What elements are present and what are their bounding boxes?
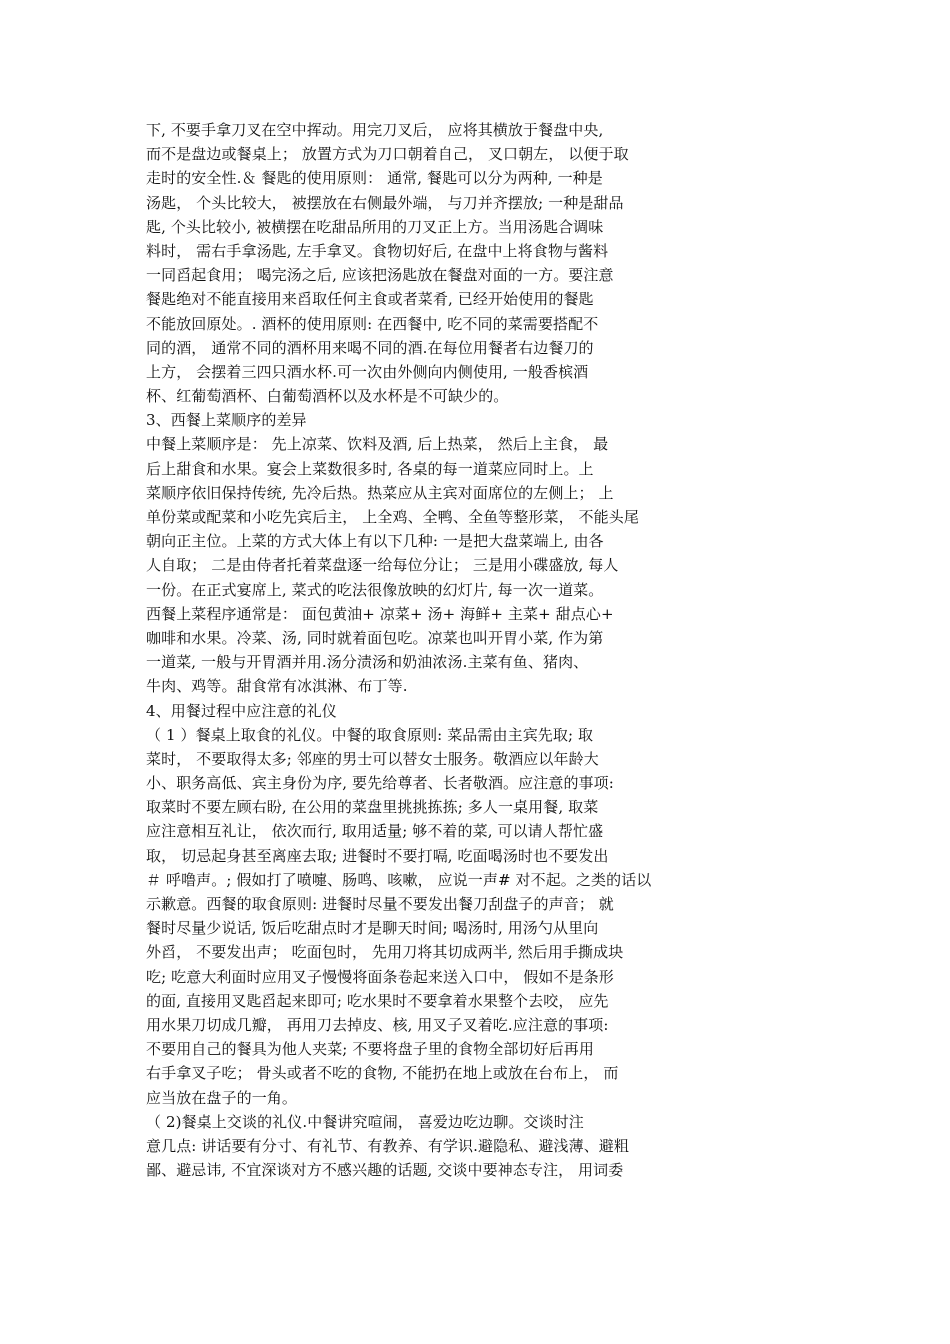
text-line: 不能放回原处。. 酒杯的使用原则: 在西餐中, 吃不同的菜需要搭配不 <box>146 314 599 333</box>
text-line: 取菜时不要左顾右盼, 在公用的菜盘里挑挑拣拣; 多人一桌用餐, 取菜 <box>146 798 599 817</box>
text-line: 取， 切忌起身甚至离座去取; 进餐时不要打嗝, 吃面喝汤时也不要发出 <box>146 846 609 865</box>
text-line: 匙, 个头比较小, 被横摆在吃甜品所用的刀叉正上方。当用汤匙合调味 <box>146 217 604 236</box>
section-heading: 3、西餐上菜顺序的差异 <box>146 411 307 430</box>
text-line: 不要用自己的餐具为他人夹菜; 不要将盘子里的食物全部切好后再用 <box>146 1040 594 1059</box>
text-line: 应注意相互礼让， 依次而行, 取用适量; 够不着的菜, 可以请人帮忙盛 <box>146 822 604 841</box>
text-line: 示歉意。西餐的取食原则: 进餐时尽量不要发出餐刀刮盘子的声音； 就 <box>146 895 614 913</box>
text-line: 中餐上菜顺序是： 先上凉菜、饮料及酒, 后上热菜， 然后上主食， 最 <box>146 435 609 454</box>
text-line: 右手拿叉子吃； 骨头或者不吃的食物, 不能扔在地上或放在台布上， 而 <box>146 1064 619 1083</box>
text-line: 料时， 需右手拿汤匙, 左手拿叉。食物切好后, 在盘中上将食物与酱料 <box>146 241 609 260</box>
text-line: 走时的安全性.＆ 餐匙的使用原则： 通常, 餐匙可以分为两种, 一种是 <box>146 169 603 188</box>
text-line: 朝向正主位。上菜的方式大体上有以下几种: 一是把大盘菜端上, 由各 <box>146 532 604 551</box>
text-line: 菜顺序依旧保持传统, 先冷后热。热菜应从主宾对面席位的左侧上； 上 <box>146 483 614 502</box>
text-line: 的面, 直接用叉匙舀起来即可; 吃水果时不要拿着水果整个去咬， 应先 <box>146 991 609 1010</box>
text-line: 汤匙， 个头比较大， 被摆放在右侧最外端， 与刀并齐摆放; 一种是甜品 <box>146 193 624 212</box>
text-line: 吃; 吃意大利面时应用叉子慢慢将面条卷起来送入口中， 假如不是条形 <box>146 967 614 986</box>
text-line: 鄙、避忌讳, 不宜深谈对方不感兴趣的话题, 交谈中要神态专注， 用词委 <box>146 1161 624 1180</box>
document-body <box>146 118 706 1182</box>
text-line: （ 1 ）餐桌上取食的礼仪。中餐的取食原则: 菜品需由主宾先取; 取 <box>146 725 594 744</box>
text-line: 一同舀起食用； 喝完汤之后, 应该把汤匙放在餐盘对面的一方。要注意 <box>146 266 614 285</box>
text-line: 单份菜或配菜和小吃先宾后主， 上全鸡、全鸭、全鱼等整形菜， 不能头尾 <box>146 508 639 526</box>
text-line: 菜时， 不要取得太多; 邻座的男士可以替女士服务。敬酒应以年龄大 <box>146 749 599 768</box>
text-line: 应当放在盘子的一角。 <box>146 1088 298 1107</box>
text-line: 牛肉、鸡等。甜食常有冰淇淋、布丁等. <box>146 677 408 696</box>
text-line: （ 2)餐桌上交谈的礼仪.中餐讲究喧闹， 喜爱边吃边聊。交谈时注 <box>146 1112 584 1131</box>
text-line: 咖啡和水果。冷菜、汤, 同时就着面包吃。凉菜也叫开胃小菜, 作为第 <box>146 628 604 647</box>
text-line: 用水果刀切成几瓣， 再用刀去掉皮、核, 用叉子叉着吃.应注意的事项: <box>146 1015 609 1034</box>
text-line: 餐时尽量少说话, 饭后吃甜点时才是聊天时间; 喝汤时, 用汤勺从里向 <box>146 919 599 938</box>
text-line: 杯、红葡萄酒杯、白葡萄酒杯以及水杯是不可缺少的。 <box>146 387 509 406</box>
text-line: 外舀， 不要发出声； 吃面包时， 先用刀将其切成两半, 然后用手撕成块 <box>146 943 624 962</box>
text-line: ＃ 呼噜声。; 假如打了喷嚏、肠鸣、咳嗽， 应说一声# 对不起。之类的话以 <box>146 870 652 889</box>
text-line: 小、职务高低、宾主身份为序, 要先给尊者、长者敬酒。应注意的事项: <box>146 774 614 793</box>
text-line: 一道菜, 一般与开胃酒并用.汤分渍汤和奶油浓汤.主菜有鱼、猪肉、 <box>146 653 589 672</box>
text-line: 人自取； 二是由侍者托着菜盘逐一给每位分让； 三是用小碟盛放, 每人 <box>146 556 619 575</box>
section-heading: 4、用餐过程中应注意的礼仪 <box>146 701 337 720</box>
text-line: 下, 不要手拿刀叉在空中挥动。用完刀叉后， 应将其横放于餐盘中央, <box>146 121 604 139</box>
text-line: 一份。在正式宴席上, 菜式的吃法很像放映的幻灯片, 每一次一道菜。 <box>146 580 604 599</box>
text-line: 同的酒， 通常不同的酒杯用来喝不同的酒.在每位用餐者右边餐刀的 <box>146 338 594 357</box>
text-line: 而不是盘边或餐桌上； 放置方式为刀口朝着自己， 叉口朝左， 以便于取 <box>146 145 629 164</box>
text-line: 上方， 会摆着三四只酒水杯.可一次由外侧向内侧使用, 一般香槟酒 <box>146 362 589 381</box>
text-line: 后上甜食和水果。宴会上菜数很多时, 各桌的每一道菜应同时上。上 <box>146 459 594 478</box>
text-line: 西餐上菜程序通常是： 面包黄油+ 凉菜+ 汤+ 海鲜+ 主菜+ 甜点心+ <box>146 604 614 623</box>
text-line: 餐匙绝对不能直接用来舀取任何主食或者菜肴, 已经开始使用的餐匙 <box>146 290 594 309</box>
text-line: 意几点: 讲话要有分寸、有礼节、有教养、有学识.避隐私、避浅薄、避粗 <box>146 1136 629 1155</box>
